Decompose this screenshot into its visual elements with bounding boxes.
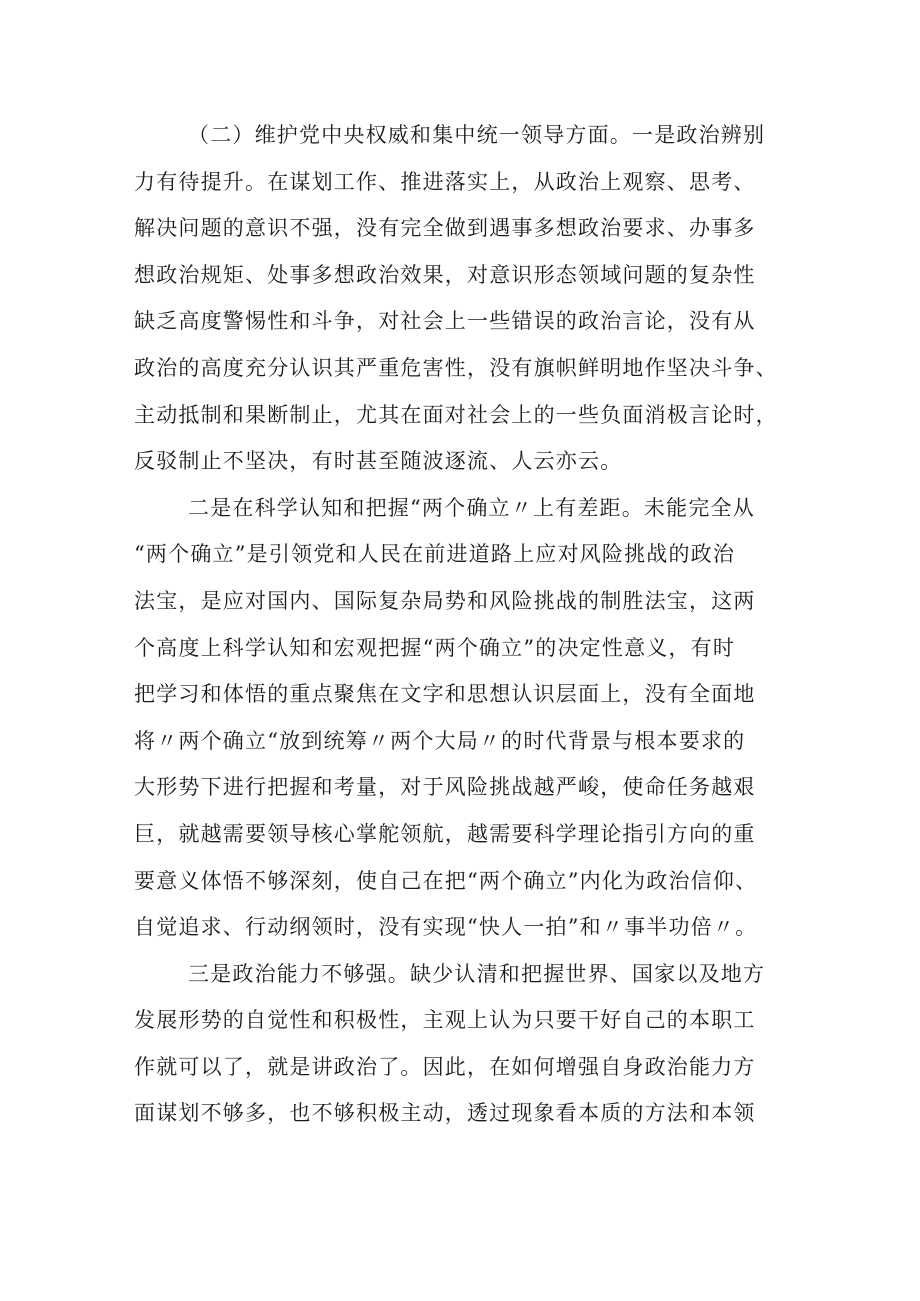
paragraph-line: 将〃两个确立“放到统筹〃两个大局〃的时代背景与根本要求的 — [134, 728, 746, 753]
paragraph-line: 要意义体悟不够深刻，使自己在把“两个确立”内化为政治信仰、 — [134, 868, 758, 893]
paragraph-line: （二）维护党中央权威和集中统一领导方面。一是政治辨别 — [188, 123, 766, 147]
paragraph-line: 面谋划不够多，也不够积极主动，透过现象看本质的方法和本领 — [134, 1101, 756, 1126]
paragraph-line: 政治的高度充分认识其严重危害性，没有旗帜鲜明地作坚决斗争、 — [134, 355, 778, 380]
paragraph-line: 解决问题的意识不强，没有完全做到遇事多想政治要求、办事多 — [134, 216, 756, 241]
paragraph-political-discernment — [134, 112, 794, 485]
paragraph-line: 主动抵制和果断制止，尤其在面对社会上的一些负面消极言论时， — [134, 402, 778, 427]
paragraph-line: 自觉追求、行动纲领时，没有实现“快人一拍”和〃事半功倍〃。 — [134, 915, 758, 940]
paragraph-line: 法宝，是应对国内、国际复杂局势和风险挑战的制胜法宝，这两 — [134, 588, 756, 613]
paragraph-political-ability — [134, 951, 794, 1137]
paragraph-two-establishments — [134, 485, 794, 951]
paragraph-line: 二是在科学认知和把握“两个确立〃上有差距。未能完全从 — [188, 495, 755, 520]
paragraph-line: 缺乏高度警惕性和斗争，对社会上一些错误的政治言论，没有从 — [134, 309, 756, 334]
paragraph-line: 力有待提升。在谋划工作、推进落实上，从政治上观察、思考、 — [134, 169, 756, 194]
paragraph-line: 三是政治能力不够强。缺少认清和把握世界、国家以及地方 — [188, 961, 766, 986]
paragraph-line: 发展形势的自觉性和积极性，主观上认为只要干好自己的本职工 — [134, 1008, 756, 1033]
paragraph-line: “两个确立”是引领党和人民在前进道路上应对风险挑战的政治 — [134, 542, 736, 567]
paragraph-line: 巨，就越需要领导核心掌舵领航，越需要科学理论指引方向的重 — [134, 821, 756, 846]
paragraph-line: 作就可以了，就是讲政治了。因此，在如何增强自身政治能力方 — [134, 1054, 756, 1079]
paragraph-line: 想政治规矩、处事多想政治效果，对意识形态领域问题的复杂性 — [134, 262, 756, 287]
paragraph-line: 大形势下进行把握和考量，对于风险挑战越严峻，使命任务越艰 — [134, 775, 756, 800]
document-body — [134, 112, 794, 1137]
paragraph-line: 反驳制止不坚决，有时甚至随波逐流、人云亦云。 — [134, 449, 623, 474]
paragraph-line: 个高度上科学认知和宏观把握“两个确立”的决定性意义，有时 — [134, 635, 736, 660]
paragraph-line: 把学习和体悟的重点聚焦在文字和思想认识层面上，没有全面地 — [134, 682, 756, 707]
